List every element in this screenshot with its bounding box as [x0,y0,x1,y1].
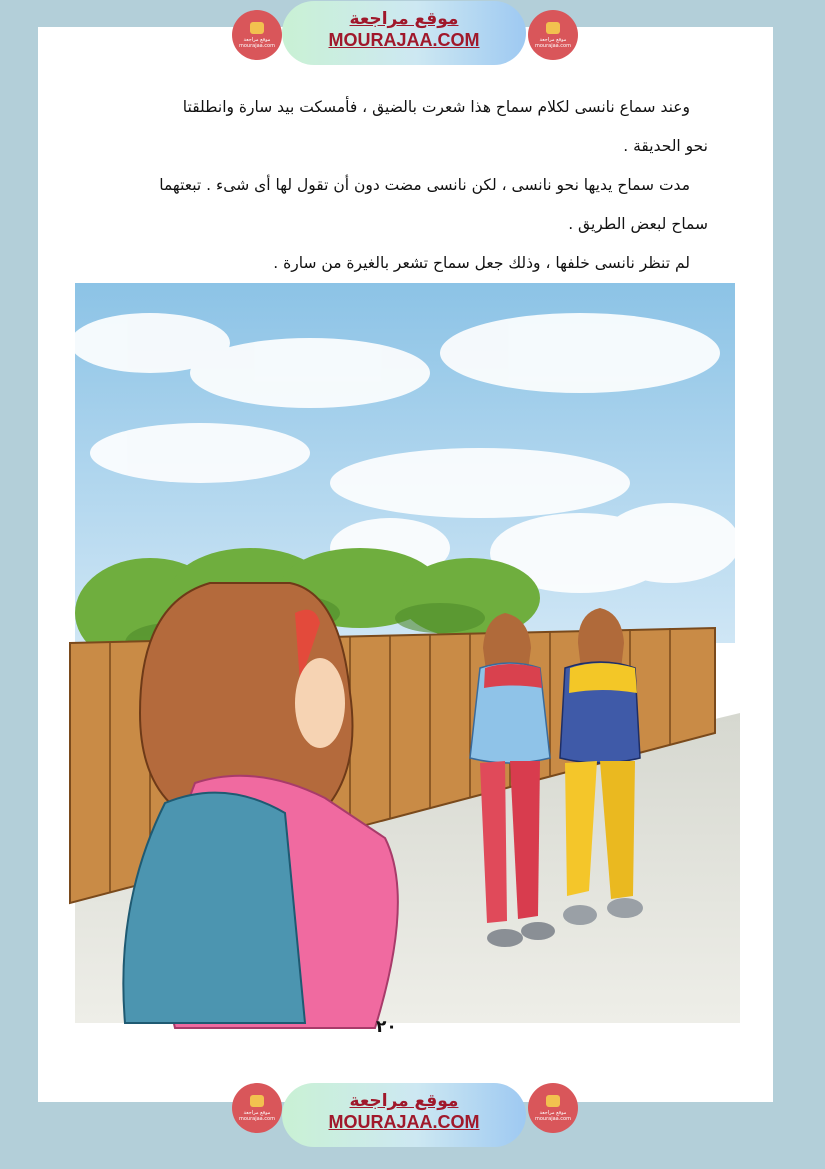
logo-cup-icon [250,1095,264,1107]
site-logo-left-top [232,10,282,60]
banner-arabic-title: موقع مراجعة [349,9,459,29]
site-logo-right-bottom [528,1083,578,1133]
site-banner-bottom[interactable] [282,1083,526,1147]
story-line: وعند سماع نانسى لكلام سماح هذا شعرت بالضيق ، فأمسكت بيد سارة وانطلقتا [182,98,690,116]
logo-cup-icon [250,22,264,34]
logo-cup-icon [546,22,560,34]
story-text [68,88,708,283]
site-logo-right-top [528,10,578,60]
logo-text: موقع مراجعة mourajaa.com [534,37,571,49]
banner-url: MOURAJAA.COM [328,30,480,50]
page-number: ٢٠ [376,1017,397,1037]
logo-cup-icon [546,1095,560,1107]
story-illustration [60,283,750,1033]
story-line: نحو الحديقة . [623,137,708,155]
story-line: لم تنظر نانسى خلفها ، وذلك جعل سماح تشعر بالغيرة من سارة . [273,254,690,272]
logo-text: موقع مراجعة mourajaa.com [534,1110,571,1122]
logo-text: موقع مراجعة mourajaa.com [238,37,275,49]
site-banner-top[interactable] [282,1,526,65]
site-logo-left-bottom [232,1083,282,1133]
banner-arabic-title: موقع مراجعة [349,1091,459,1111]
banner-url: MOURAJAA.COM [328,1112,480,1132]
logo-text: موقع مراجعة mourajaa.com [238,1110,275,1122]
story-line: سماح لبعض الطريق . [568,215,708,233]
story-line: مدت سماح يديها نحو نانسى ، لكن نانسى مضت دون أن تقول لها أى شىء . تبعتهما [159,176,690,194]
